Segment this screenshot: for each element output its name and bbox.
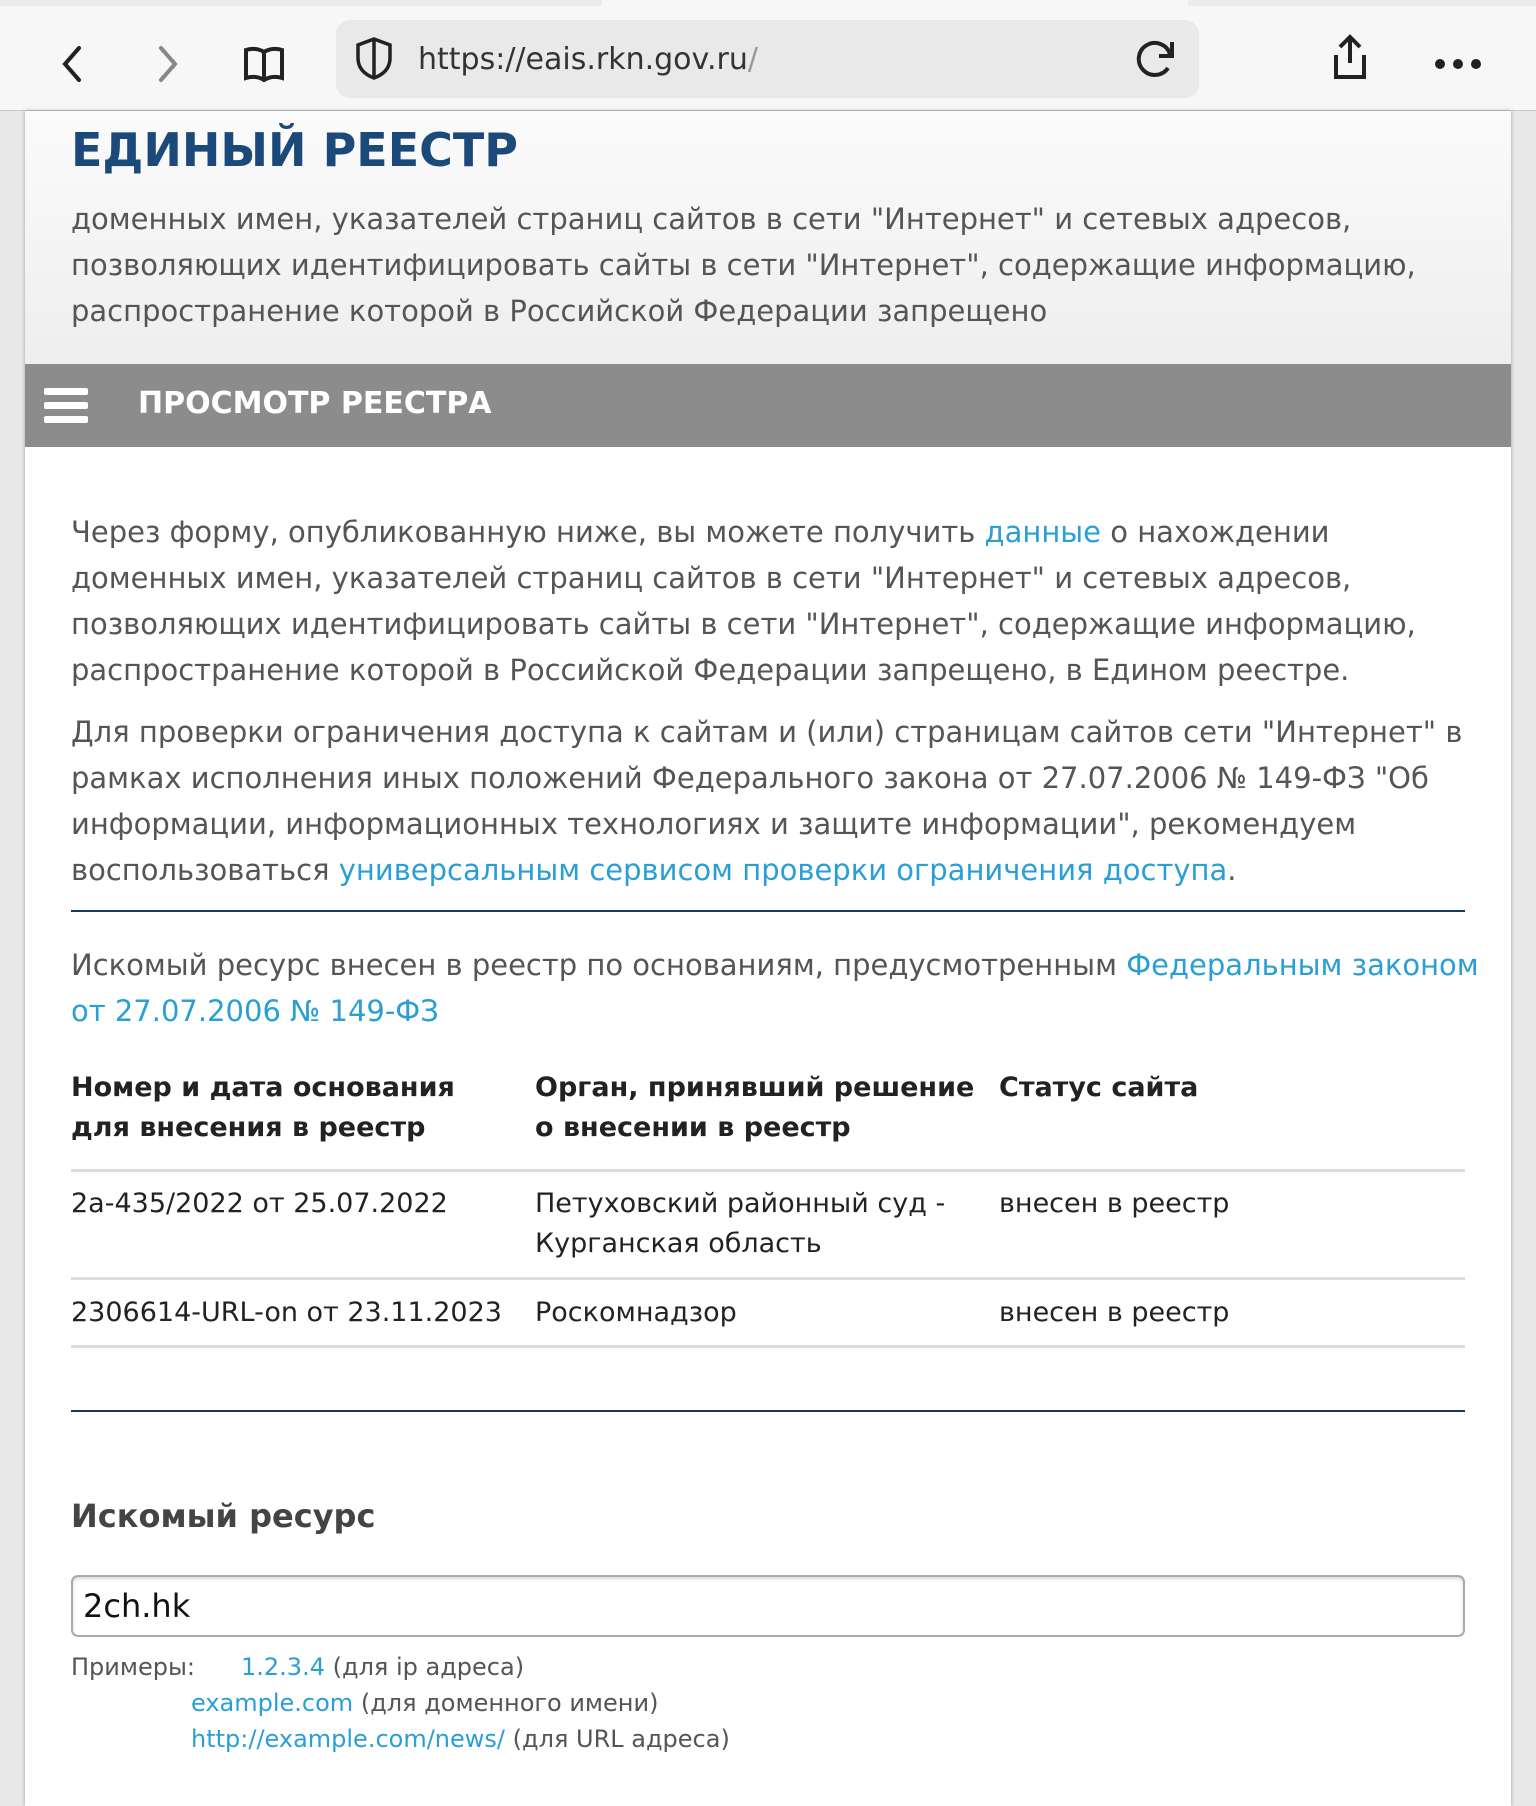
check-service-link[interactable]: универсальным сервисом проверки ограничения доступа: [338, 853, 1228, 887]
table-cell: внесен в реестр: [999, 1297, 1230, 1328]
nav-title[interactable]: ПРОСМОТР РЕЕСТРА: [138, 386, 492, 421]
table-cell: внесен в реестр: [999, 1188, 1230, 1219]
site-title: ЕДИНЫЙ РЕЕСТР: [71, 123, 518, 177]
menu-icon[interactable]: [44, 388, 88, 424]
back-icon[interactable]: [48, 40, 96, 88]
forward-icon[interactable]: [144, 40, 192, 88]
table-cell: 2306614-URL-on от 23.11.2023: [71, 1297, 502, 1328]
search-label: Искомый ресурс: [71, 1497, 376, 1535]
divider: [71, 910, 1465, 912]
column-header-number: Номер и дата основания для внесения в реестр: [71, 1072, 455, 1143]
address-bar[interactable]: [336, 20, 1199, 98]
bookmarks-icon[interactable]: [240, 40, 288, 88]
url-slash: /: [747, 42, 758, 77]
intro-paragraph-1: Через форму, опубликованную ниже, вы можете получить данные о нахождении доменных имен, указателей страниц сайтов в сети "Интернет" и сетевых адресов, позволяющих идентифицировать сайты в сети "Интернет", содержащие информацию, распространение которой в Российской Федерации запрещено, в Едином реестре.: [71, 515, 1416, 687]
column-header-status: Статус сайта: [999, 1072, 1199, 1103]
table-cell: Петуховский районный суд - Курганская область: [535, 1188, 946, 1259]
site-subtitle: доменных имен, указателей страниц сайтов в сети "Интернет" и сетевых адресов, позволяющих идентифицировать сайты в сети "Интернет", содержащие информацию, распространение которой в Российской Федерации запрещено: [71, 202, 1416, 328]
intro-paragraph-2: Для проверки ограничения доступа к сайтам и (или) страницам сайтов сети "Интернет" в рамках исполнения иных положений Федерального закона от 27.07.2006 № 149-ФЗ "Об информации, информационных технологиях и защите информации", рекомендуем воспользоваться универсальным сервисом проверки ограничения доступа.: [71, 715, 1463, 887]
share-icon[interactable]: [1326, 34, 1374, 82]
examples-label: Примеры:: [71, 1653, 196, 1681]
table-cell: 2а-435/2022 от 25.07.2022: [71, 1188, 448, 1219]
row-divider: [71, 1169, 1465, 1172]
divider: [71, 1410, 1465, 1412]
more-icon[interactable]: [1434, 40, 1482, 88]
example-url: http://example.com/news/ (для URL адреса): [191, 1725, 730, 1753]
table-cell: Роскомнадзор: [535, 1297, 737, 1328]
row-divider: [71, 1345, 1465, 1348]
reload-icon[interactable]: [1132, 34, 1180, 82]
example-ip: 1.2.3.4 (для ip адреса): [241, 1653, 525, 1681]
url-text[interactable]: [418, 42, 758, 77]
search-input[interactable]: [71, 1575, 1465, 1637]
row-divider: [71, 1277, 1465, 1280]
shield-icon: [350, 34, 398, 82]
column-header-authority: Орган, принявший решение о внесении в реестр: [535, 1072, 975, 1143]
data-link[interactable]: данные: [984, 515, 1102, 549]
page-content: [25, 111, 1511, 1806]
example-domain-link[interactable]: example.com: [191, 1689, 354, 1717]
nav-bar: [25, 364, 1511, 447]
browser-toolbar: [0, 6, 1536, 111]
example-ip-link[interactable]: 1.2.3.4: [241, 1653, 325, 1681]
site-header: [25, 111, 1511, 364]
result-text: Искомый ресурс внесен в реестр по основаниям, предусмотренным Федеральным законом от 27.07.2006 № 149-ФЗ: [71, 948, 1479, 1028]
example-domain: example.com (для доменного имени): [191, 1689, 659, 1717]
federal-law-link[interactable]: Федеральным законом от 27.07.2006 № 149-ФЗ: [71, 948, 1479, 1028]
example-url-link[interactable]: http://example.com/news/: [191, 1725, 505, 1753]
url-main: https://eais.rkn.gov.ru: [418, 42, 748, 77]
